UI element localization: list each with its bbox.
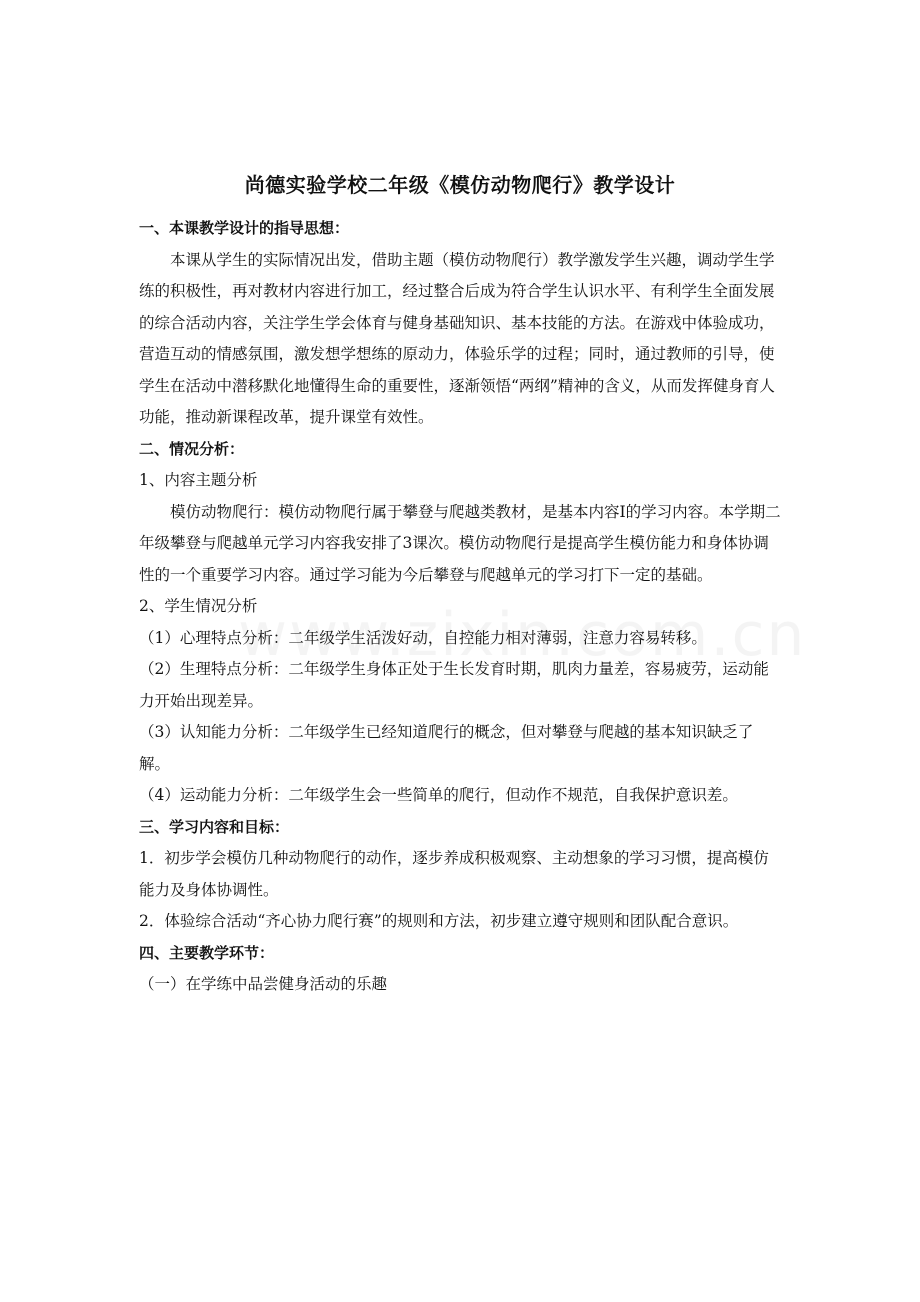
section-2-item-psychology: （1）心理特点分析：二年级学生活泼好动，自控能力相对薄弱，注意力容易转移。 [139, 628, 707, 647]
document-body [139, 213, 783, 1001]
section-2-content-paragraph: 模仿动物爬行：模仿动物爬行属于攀登与爬越类教材，是基本内容Ⅰ的学习内容。本学期二年级攀登与爬越单元学习内容我安排了3课次。模仿动物爬行是提高学生模仿能力和身体协调性的一个重要学习内容。通过学习能为今后攀登与爬越单元的学习打下一定的基础。 [139, 502, 781, 584]
section-2-subheading-content: 1、内容主题分析 [139, 471, 258, 489]
section-4-heading: 四、主要教学环节： [139, 943, 275, 962]
section-2-item-motor: （4）运动能力分析：二年级学生会一些简单的爬行，但动作不规范，自我保护意识差。 [139, 786, 738, 804]
section-1-paragraph: 本课从学生的实际情况出发，借助主题（模仿动物爬行）教学激发学生兴趣，调动学生学练的积极性，再对教材内容进行加工，经过整合后成为符合学生认识水平、有利学生全面发展的综合活动内容，关注学生学会体育与健身基础知识、基本技能的方法。在游戏中体验成功，营造互动的情感氛围，激发想学想练的原动力，体验乐学的过程；同时，通过教师的引导，使学生在活动中潜移默化地懂得生命的重要性，逐渐领悟“两纲”精神的含义，从而发挥健身育人功能，推动新课程改革，提升课堂有效性。 [139, 250, 775, 426]
section-2-heading: 二、情况分析： [139, 439, 245, 458]
section-4-step-1: （一）在学练中品尝健身活动的乐趣 [139, 975, 388, 993]
section-3-goal-1: 1．初步学会模仿几种动物爬行的动作，逐步养成积极观察、主动想象的学习习惯，提高模仿能力及身体协调性。 [139, 849, 769, 899]
document-title: 尚德实验学校二年级《模仿动物爬行》教学设计 [244, 173, 676, 197]
section-1-heading: 一、本课教学设计的指导思想： [139, 219, 350, 237]
section-3-goal-2: 2．体验综合活动“齐心协力爬行赛”的规则和方法，初步建立遵守规则和团队配合意识。 [139, 912, 739, 930]
section-2-item-cognition: （3）认知能力分析：二年级学生已经知道爬行的概念，但对攀登与爬越的基本知识缺乏了解。 [139, 723, 754, 773]
section-3-heading: 三、学习内容和目标： [139, 817, 290, 836]
section-2-item-physiology: （2）生理特点分析：二年级学生身体正处于生长发育时期，肌肉力量差，容易疲劳，运动能力开始出现差异。 [139, 660, 769, 710]
section-2-subheading-students: 2、学生情况分析 [139, 597, 258, 615]
